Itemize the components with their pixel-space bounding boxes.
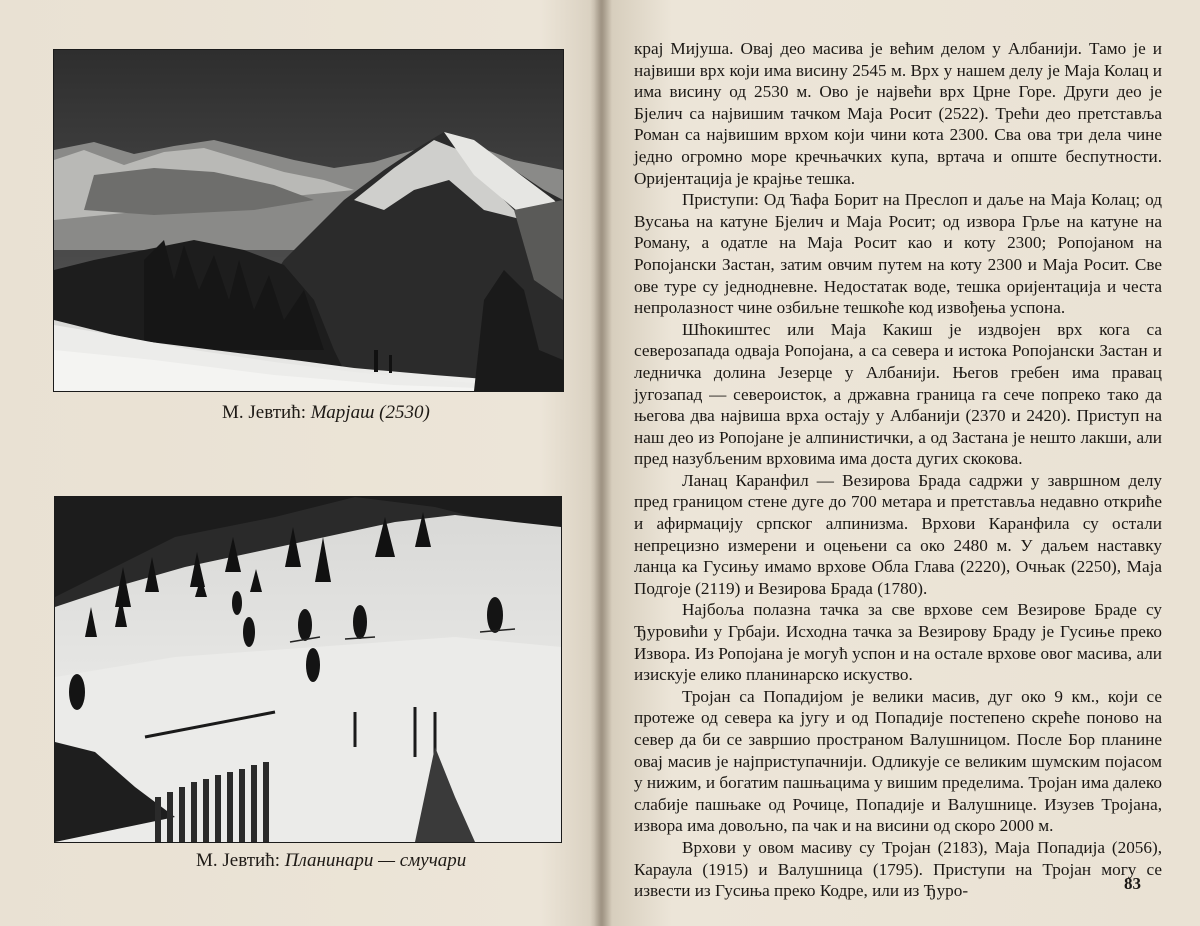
photo1-caption-author: М. Јевтић: <box>222 402 311 423</box>
photo-marjas-mountain <box>54 50 563 391</box>
book-gutter <box>590 0 612 926</box>
paragraph: Ланац Каранфил — Везирова Брада садржи у завршном делу пред границом стене дуге до 700 метара и претставља недавно откриће и афирмацију српског алпинизма. Врхови Каранфила су остали непрецизно измерени и оцењени са око 2480 м. У даљем наставку ланца ка Гусињу имамо врхове Обла Глава (2220), Очњак (2250), Маја Подгоје (2119) и Везирова Брада (1780). <box>634 470 1162 598</box>
paragraph: Приступи: Од Ћафа Борит на Преслоп и даље на Маја Колац; од Вусања на катуне Бјелич и Маја Росит; од извора Грље на катуне на Роману, а одатле на Маја Росит као и коту 2300; Ропојаном на Ропојански Застан, затим овчим путем на коту 2300 и Маја Росит. Све ове туре су једнодневне. Недостатак воде, тешка оријентација и честа непролазност чине озбиљне тешкоће код извођења успона. <box>634 190 1162 318</box>
right-page-text <box>634 38 1162 902</box>
skiers-photo-image <box>55 497 561 842</box>
page-number: 83 <box>1124 874 1141 893</box>
paragraph: Тројан са Попадијом је велики масив, дуг око 9 км., који се протеже од севера ка југу и од Попадије постепено скреће поново на север да би се завршио пространом Валушницом. После Бор планине овај масив је најприступачнији. Одликује се великим шумским појасом у нижим, и богатим пашњацима у вишим пределима. Тројан има далеко слабије пашњаке од Рочице, Попадије и Валушнице. Изузев Тројана, извора има довољно, па чак и на висини од скоро 2000 м. <box>634 686 1162 836</box>
photo2-caption-author: М. Јевтић: <box>196 850 285 871</box>
paragraph: Шћокиштес или Маја Какиш је издвојен врх кога са северозапада одваја Ропојана, а са севера и истока Ропојански Застан и ледничка долина Језерце у Албанији. Његов гребен има правац југозапад — североисток, а државна граница га сече попреко тако да његова два највиша врха остају у Албанији (2370 и 2420). Приступ на наш део из Ропојане је алпинистички, а од Застана је нешто лакши, али пред назубљеним врховима има доста дугих скокова. <box>634 319 1162 469</box>
photo-skiers <box>55 497 561 842</box>
paragraph: Врхови у овом масиву су Тројан (2183), Маја Попадија (2056), Караула (1915) и Валушница (1795). Приступи на Тројан могу се извести из Гусиња преко Кодре, или из Ђуро- <box>634 837 1162 901</box>
photo2-caption <box>196 850 466 872</box>
mountain-photo-image <box>54 50 563 391</box>
photo1-caption <box>222 402 430 424</box>
paragraph: Најбоља полазна тачка за све врхове сем Везирове Браде су Ђуровићи у Грбаји. Исходна тачка за Везирову Браду је Гусиње преко Извора. Из Ропојана је могућ успон и на остале врхове овог масива, али изискује елико планинарско искуство. <box>634 600 1162 685</box>
paragraph: крај Мијуша. Овај део масива је већим делом у Албанији. Тамо је и највиши врх који има висину 2545 м. Врх у нашем делу је Маја Колац и има висину од 2530 м. Ово је највећи врх Црне Горе. Други део је Бјелич са највишим тачком Маја Росит (2522). Трећи део претставља Роман са највишим врхом који чини кота 2300. Сва ова три дела чине једно огромно море кречњачких купа, вртача и опште беспутности. Оријентација је крајње тешка. <box>634 39 1162 188</box>
photo2-caption-title: Планинари — смучари <box>284 850 467 871</box>
photo1-caption-title: Марјаш (2530) <box>310 402 430 423</box>
